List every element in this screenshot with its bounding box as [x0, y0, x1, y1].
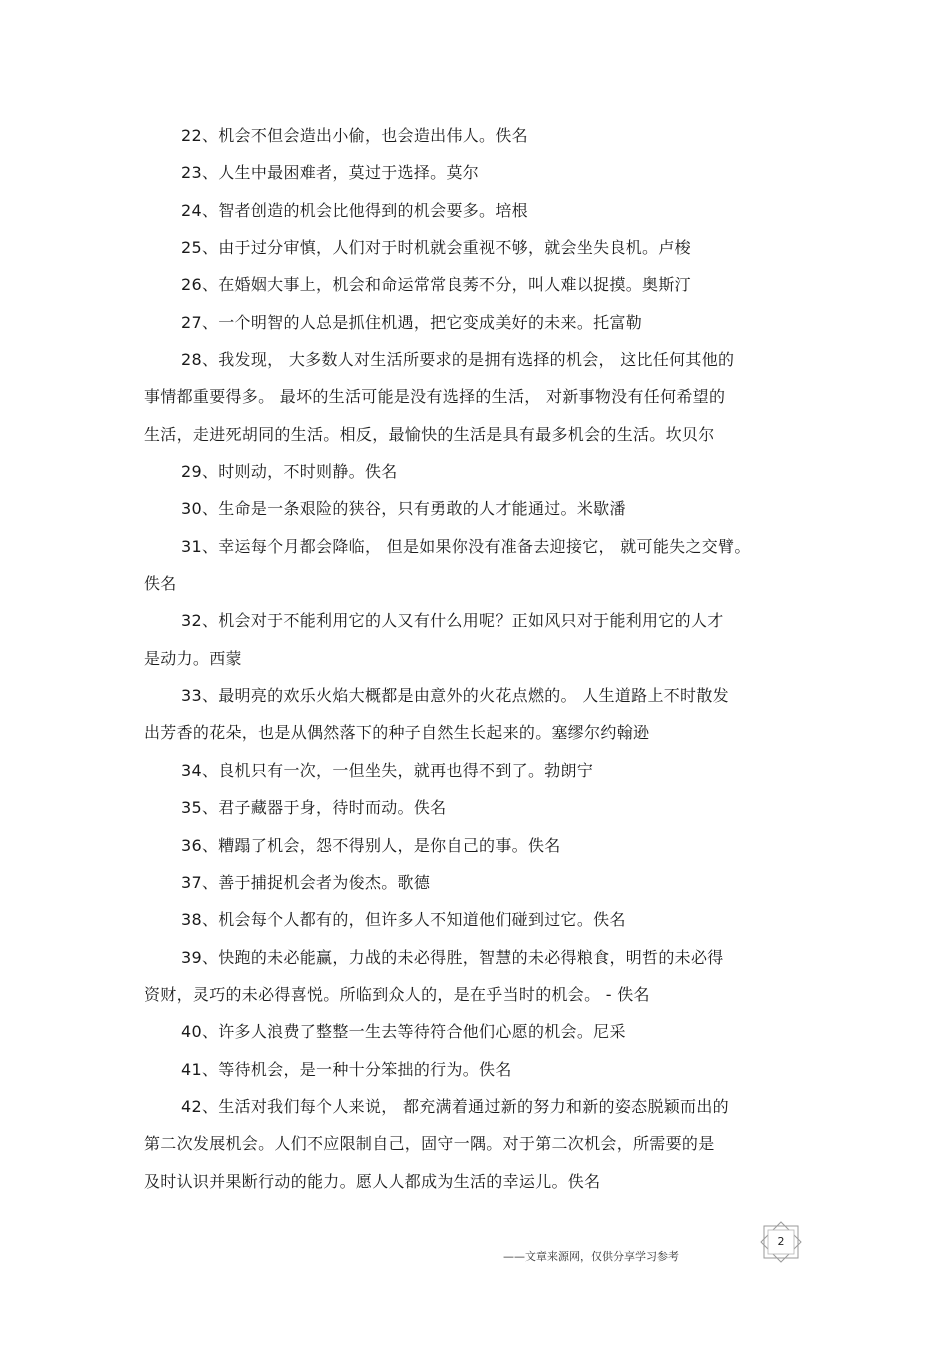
quote-line: 33、最明亮的欢乐火焰大概都是由意外的火花点燃的。 人生道路上不时散发 [181, 686, 729, 705]
quote-line: 24、智者创造的机会比他得到的机会要多。培根 [181, 201, 528, 220]
quote-line: 第二次发展机会。人们不应限制自己，固守一隅。对于第二次机会，所需要的是 [144, 1134, 715, 1153]
quote-line: 28、我发现， 大多数人对生活所要求的是拥有选择的机会， 这比任何其他的 [181, 350, 735, 369]
quote-line: 及时认识并果断行动的能力。愿人人都成为生活的幸运儿。佚名 [144, 1172, 601, 1191]
quote-line: 事情都重要得多。 最坏的生活可能是没有选择的生活， 对新事物没有任何希望的 [144, 387, 726, 406]
page-number-badge [757, 1221, 805, 1263]
quote-line: 22、机会不但会造出小偷，也会造出伟人。佚名 [181, 126, 528, 145]
page-number: 2 [777, 1235, 785, 1248]
quote-line: 34、良机只有一次，一但坐失，就再也得不到了。勃朗宁 [181, 761, 594, 780]
quote-line: 26、在婚姻大事上，机会和命运常常良莠不分，叫人难以捉摸。奥斯汀 [181, 275, 691, 294]
quote-line: 38、机会每个人都有的，但许多人不知道他们碰到过它。佚名 [181, 910, 626, 929]
quote-line: 32、机会对于不能利用它的人又有什么用呢？正如风只对于能利用它的人才 [181, 611, 724, 630]
quote-line: 37、善于捕捉机会者为俊杰。歌德 [181, 873, 431, 892]
quote-line: 资财，灵巧的未必得喜悦。所临到众人的，是在乎当时的机会。 - 佚名 [144, 985, 650, 1004]
quote-line: 是动力。西蒙 [144, 649, 242, 668]
quote-line: 42、生活对我们每个人来说， 都充满着通过新的努力和新的姿态脱颖而出的 [181, 1097, 729, 1116]
quote-line: 31、幸运每个月都会降临， 但是如果你没有准备去迎接它， 就可能失之交臂。 [181, 537, 751, 556]
quote-line: 27、一个明智的人总是抓住机遇，把它变成美好的未来。托富勒 [181, 313, 643, 332]
quote-line: 39、快跑的未必能赢，力战的未必得胜，智慧的未必得粮食，明哲的未必得 [181, 948, 724, 967]
quote-line: 出芳香的花朵，也是从偶然落下的种子自然生长起来的。塞缪尔约翰逊 [144, 723, 650, 742]
quote-line: 41、等待机会，是一种十分笨拙的行为。佚名 [181, 1060, 512, 1079]
footer-source-note: ——文章来源网，仅供分享学习参考 [503, 1250, 679, 1263]
quote-line: 40、许多人浪费了整整一生去等待符合他们心愿的机会。尼采 [181, 1022, 626, 1041]
quote-line: 35、君子藏器于身，待时而动。佚名 [181, 798, 447, 817]
quote-line: 29、时则动，不时则静。佚名 [181, 462, 398, 481]
quote-line: 佚名 [144, 574, 177, 593]
quote-line: 36、糟蹋了机会，怨不得别人，是你自己的事。佚名 [181, 836, 561, 855]
quote-line: 30、生命是一条艰险的狭谷，只有勇敢的人才能通过。米歇潘 [181, 499, 626, 518]
quote-line: 25、由于过分审慎，人们对于时机就会重视不够，就会坐失良机。卢梭 [181, 238, 691, 257]
quote-line: 23、人生中最困难者，莫过于选择。莫尔 [181, 163, 480, 182]
quote-line: 生活，走进死胡同的生活。相反，最愉快的生活是具有最多机会的生活。坎贝尔 [144, 425, 715, 444]
